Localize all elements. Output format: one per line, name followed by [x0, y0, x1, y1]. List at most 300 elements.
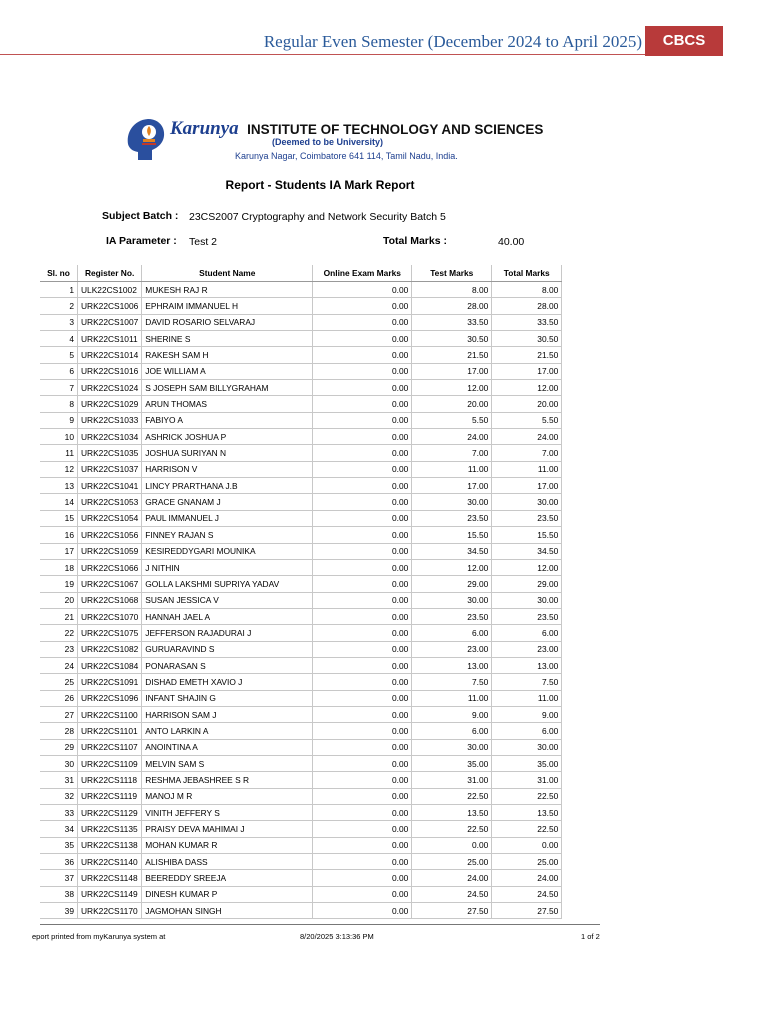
- cell-student-name: SHERINE S: [142, 331, 313, 347]
- cell-register-no: URK22CS1148: [78, 870, 142, 886]
- cell-test-marks: 31.00: [412, 772, 492, 788]
- cell-student-name: JAGMOHAN SINGH: [142, 903, 313, 919]
- table-row: [40, 788, 562, 804]
- cell-test-marks: 13.00: [412, 657, 492, 673]
- table-row: [40, 559, 562, 575]
- cell-student-name: MANOJ M R: [142, 788, 313, 804]
- cell-online-exam-marks: 0.00: [313, 625, 412, 641]
- cell-online-exam-marks: 0.00: [313, 478, 412, 494]
- cell-register-no: URK22CS1024: [78, 380, 142, 396]
- footer-printed-from: eport printed from myKarunya system at: [32, 932, 166, 941]
- cell-test-marks: 13.50: [412, 805, 492, 821]
- cell-register-no: URK22CS1129: [78, 805, 142, 821]
- cell-online-exam-marks: 0.00: [313, 706, 412, 722]
- cell-student-name: FABIYO A: [142, 412, 313, 428]
- cell-total-marks: 12.00: [492, 559, 562, 575]
- cell-total-marks: 30.50: [492, 331, 562, 347]
- header-register-no: Register No.: [78, 265, 142, 282]
- cell-register-no: URK22CS1140: [78, 854, 142, 870]
- cell-online-exam-marks: 0.00: [313, 445, 412, 461]
- cell-student-name: BEEREDDY SREEJA: [142, 870, 313, 886]
- table-row: [40, 331, 562, 347]
- cell-total-marks: 23.50: [492, 608, 562, 624]
- table-row: [40, 543, 562, 559]
- cell-online-exam-marks: 0.00: [313, 429, 412, 445]
- table-row: [40, 576, 562, 592]
- cell-test-marks: 29.00: [412, 576, 492, 592]
- table-row: [40, 674, 562, 690]
- cell-online-exam-marks: 0.00: [313, 837, 412, 853]
- cell-sl-no: 36: [40, 854, 78, 870]
- cell-student-name: MELVIN SAM S: [142, 755, 313, 771]
- cell-student-name: GURUARAVIND S: [142, 641, 313, 657]
- cell-student-name: MOHAN KUMAR R: [142, 837, 313, 853]
- deemed-university: (Deemed to be University): [272, 137, 384, 147]
- cell-online-exam-marks: 0.00: [313, 886, 412, 902]
- cell-test-marks: 17.00: [412, 478, 492, 494]
- cell-sl-no: 35: [40, 837, 78, 853]
- cell-sl-no: 38: [40, 886, 78, 902]
- cell-student-name: PAUL IMMANUEL J: [142, 510, 313, 526]
- cell-register-no: URK22CS1082: [78, 641, 142, 657]
- cell-online-exam-marks: 0.00: [313, 347, 412, 363]
- cell-total-marks: 0.00: [492, 837, 562, 853]
- cell-student-name: ANTO LARKIN A: [142, 723, 313, 739]
- cell-test-marks: 35.00: [412, 755, 492, 771]
- cell-sl-no: 19: [40, 576, 78, 592]
- cell-student-name: ANOINTINA A: [142, 739, 313, 755]
- cell-online-exam-marks: 0.00: [313, 494, 412, 510]
- table-row: [40, 870, 562, 886]
- cell-total-marks: 13.00: [492, 657, 562, 673]
- cell-student-name: JOSHUA SURIYAN N: [142, 445, 313, 461]
- table-row: [40, 527, 562, 543]
- cell-total-marks: 22.50: [492, 821, 562, 837]
- cell-sl-no: 20: [40, 592, 78, 608]
- marks-table: [40, 265, 562, 919]
- cell-online-exam-marks: 0.00: [313, 723, 412, 739]
- cell-register-no: URK22CS1070: [78, 608, 142, 624]
- cell-total-marks: 33.50: [492, 314, 562, 330]
- cell-test-marks: 24.00: [412, 870, 492, 886]
- cell-sl-no: 6: [40, 363, 78, 379]
- table-row: [40, 886, 562, 902]
- institute-full-name: INSTITUTE OF TECHNOLOGY AND SCIENCES: [247, 122, 544, 137]
- cell-test-marks: 17.00: [412, 363, 492, 379]
- cell-test-marks: 33.50: [412, 314, 492, 330]
- cell-register-no: URK22CS1034: [78, 429, 142, 445]
- cell-sl-no: 29: [40, 739, 78, 755]
- cell-online-exam-marks: 0.00: [313, 805, 412, 821]
- cell-register-no: URK22CS1059: [78, 543, 142, 559]
- cell-online-exam-marks: 0.00: [313, 363, 412, 379]
- cell-register-no: URK22CS1118: [78, 772, 142, 788]
- cell-total-marks: 30.00: [492, 739, 562, 755]
- cell-student-name: JOE WILLIAM A: [142, 363, 313, 379]
- cell-student-name: LINCY PRARTHANA J.B: [142, 478, 313, 494]
- cell-sl-no: 32: [40, 788, 78, 804]
- cell-total-marks: 20.00: [492, 396, 562, 412]
- cell-test-marks: 30.00: [412, 494, 492, 510]
- cell-register-no: URK22CS1149: [78, 886, 142, 902]
- cell-total-marks: 35.00: [492, 755, 562, 771]
- cell-sl-no: 17: [40, 543, 78, 559]
- cell-student-name: KESIREDDYGARI MOUNIKA: [142, 543, 313, 559]
- cell-sl-no: 15: [40, 510, 78, 526]
- table-row: [40, 347, 562, 363]
- cell-online-exam-marks: 0.00: [313, 821, 412, 837]
- cell-test-marks: 30.00: [412, 739, 492, 755]
- table-row: [40, 461, 562, 477]
- table-row: [40, 625, 562, 641]
- cell-register-no: URK22CS1101: [78, 723, 142, 739]
- cell-total-marks: 25.00: [492, 854, 562, 870]
- cell-total-marks: 30.00: [492, 592, 562, 608]
- footer-page-number: 1 of 2: [581, 932, 600, 941]
- table-row: [40, 690, 562, 706]
- cell-sl-no: 37: [40, 870, 78, 886]
- cell-sl-no: 8: [40, 396, 78, 412]
- table-row: [40, 854, 562, 870]
- table-row: [40, 821, 562, 837]
- cell-register-no: URK22CS1096: [78, 690, 142, 706]
- table-row: [40, 723, 562, 739]
- report-title: Report - Students IA Mark Report: [225, 178, 415, 192]
- cell-student-name: RAKESH SAM H: [142, 347, 313, 363]
- cell-test-marks: 7.50: [412, 674, 492, 690]
- cell-test-marks: 9.00: [412, 706, 492, 722]
- cell-total-marks: 24.50: [492, 886, 562, 902]
- table-row: [40, 837, 562, 853]
- subject-batch-label: Subject Batch :: [102, 210, 179, 222]
- cell-test-marks: 34.50: [412, 543, 492, 559]
- cell-sl-no: 39: [40, 903, 78, 919]
- cell-student-name: ALISHIBA DASS: [142, 854, 313, 870]
- cell-test-marks: 25.00: [412, 854, 492, 870]
- table-row: [40, 363, 562, 379]
- cell-sl-no: 18: [40, 559, 78, 575]
- cell-sl-no: 9: [40, 412, 78, 428]
- table-row: [40, 412, 562, 428]
- cell-total-marks: 27.50: [492, 903, 562, 919]
- cell-register-no: URK22CS1119: [78, 788, 142, 804]
- cell-test-marks: 8.00: [412, 282, 492, 298]
- cell-register-no: URK22CS1100: [78, 706, 142, 722]
- header-test-marks: Test Marks: [412, 265, 492, 282]
- institute-address: Karunya Nagar, Coimbatore 641 114, Tamil Nadu, India.: [235, 151, 458, 161]
- ia-parameter-label: IA Parameter :: [106, 235, 177, 247]
- cell-online-exam-marks: 0.00: [313, 903, 412, 919]
- cell-register-no: URK22CS1068: [78, 592, 142, 608]
- cell-student-name: GOLLA LAKSHMI SUPRIYA YADAV: [142, 576, 313, 592]
- cell-online-exam-marks: 0.00: [313, 592, 412, 608]
- cell-online-exam-marks: 0.00: [313, 282, 412, 298]
- cell-sl-no: 14: [40, 494, 78, 510]
- cell-student-name: VINITH JEFFERY S: [142, 805, 313, 821]
- cell-test-marks: 0.00: [412, 837, 492, 853]
- cell-total-marks: 28.00: [492, 298, 562, 314]
- total-marks-value: 40.00: [498, 236, 525, 248]
- cell-total-marks: 31.00: [492, 772, 562, 788]
- cell-test-marks: 5.50: [412, 412, 492, 428]
- cell-sl-no: 12: [40, 461, 78, 477]
- cell-student-name: PONARASAN S: [142, 657, 313, 673]
- table-row: [40, 298, 562, 314]
- cell-sl-no: 24: [40, 657, 78, 673]
- cell-register-no: URK22CS1138: [78, 837, 142, 853]
- cell-test-marks: 7.00: [412, 445, 492, 461]
- cell-student-name: HARRISON SAM J: [142, 706, 313, 722]
- cell-online-exam-marks: 0.00: [313, 641, 412, 657]
- cell-sl-no: 4: [40, 331, 78, 347]
- cell-register-no: URK22CS1107: [78, 739, 142, 755]
- semester-title: Regular Even Semester (December 2024 to April 2025): [263, 32, 642, 51]
- karunya-logo-icon: [122, 114, 168, 162]
- cell-total-marks: 17.00: [492, 363, 562, 379]
- table-header-row: [40, 265, 562, 282]
- cell-student-name: INFANT SHAJIN G: [142, 690, 313, 706]
- brand-name: Karunya: [170, 118, 239, 139]
- cell-sl-no: 22: [40, 625, 78, 641]
- cell-sl-no: 25: [40, 674, 78, 690]
- table-row: [40, 739, 562, 755]
- table-row: [40, 706, 562, 722]
- cell-total-marks: 23.00: [492, 641, 562, 657]
- cell-register-no: URK22CS1029: [78, 396, 142, 412]
- table-row: [40, 641, 562, 657]
- cell-test-marks: 24.50: [412, 886, 492, 902]
- cbcs-badge: CBCS: [645, 26, 723, 56]
- cell-student-name: RESHMA JEBASHREE S R: [142, 772, 313, 788]
- table-row: [40, 755, 562, 771]
- cell-sl-no: 26: [40, 690, 78, 706]
- ia-parameter-value: Test 2: [189, 236, 218, 248]
- cell-test-marks: 28.00: [412, 298, 492, 314]
- cell-test-marks: 23.50: [412, 608, 492, 624]
- cell-total-marks: 22.50: [492, 788, 562, 804]
- cell-student-name: J NITHIN: [142, 559, 313, 575]
- cell-total-marks: 6.00: [492, 723, 562, 739]
- institute-header: [120, 112, 544, 168]
- cell-online-exam-marks: 0.00: [313, 674, 412, 690]
- cell-online-exam-marks: 0.00: [313, 755, 412, 771]
- cell-online-exam-marks: 0.00: [313, 559, 412, 575]
- cell-student-name: GRACE GNANAM J: [142, 494, 313, 510]
- cell-total-marks: 23.50: [492, 510, 562, 526]
- cell-test-marks: 11.00: [412, 690, 492, 706]
- cell-total-marks: 24.00: [492, 870, 562, 886]
- cell-total-marks: 5.50: [492, 412, 562, 428]
- cell-register-no: URK22CS1033: [78, 412, 142, 428]
- cell-register-no: URK22CS1053: [78, 494, 142, 510]
- cell-sl-no: 27: [40, 706, 78, 722]
- footer-timestamp: 8/20/2025 3:13:36 PM: [300, 932, 374, 941]
- cell-test-marks: 23.50: [412, 510, 492, 526]
- cell-online-exam-marks: 0.00: [313, 527, 412, 543]
- cell-test-marks: 20.00: [412, 396, 492, 412]
- cell-test-marks: 12.00: [412, 380, 492, 396]
- cell-online-exam-marks: 0.00: [313, 331, 412, 347]
- cell-register-no: URK22CS1037: [78, 461, 142, 477]
- subject-batch-value: 23CS2007 Cryptography and Network Security Batch 5: [189, 211, 446, 223]
- cell-online-exam-marks: 0.00: [313, 854, 412, 870]
- cell-test-marks: 23.00: [412, 641, 492, 657]
- cell-online-exam-marks: 0.00: [313, 739, 412, 755]
- table-row: [40, 510, 562, 526]
- cell-register-no: URK22CS1170: [78, 903, 142, 919]
- table-row: [40, 396, 562, 412]
- header-online-exam-marks: Online Exam Marks: [313, 265, 412, 282]
- cell-total-marks: 13.50: [492, 805, 562, 821]
- cell-total-marks: 17.00: [492, 478, 562, 494]
- table-row: [40, 445, 562, 461]
- cell-student-name: MUKESH RAJ R: [142, 282, 313, 298]
- cell-sl-no: 33: [40, 805, 78, 821]
- cell-online-exam-marks: 0.00: [313, 510, 412, 526]
- table-row: [40, 494, 562, 510]
- cell-sl-no: 31: [40, 772, 78, 788]
- table-row: [40, 805, 562, 821]
- cell-student-name: DINESH KUMAR P: [142, 886, 313, 902]
- cell-sl-no: 11: [40, 445, 78, 461]
- cell-test-marks: 22.50: [412, 788, 492, 804]
- cell-test-marks: 12.00: [412, 559, 492, 575]
- cell-test-marks: 6.00: [412, 723, 492, 739]
- cell-sl-no: 30: [40, 755, 78, 771]
- cell-total-marks: 15.50: [492, 527, 562, 543]
- cell-register-no: URK22CS1075: [78, 625, 142, 641]
- cell-sl-no: 10: [40, 429, 78, 445]
- cell-register-no: URK22CS1016: [78, 363, 142, 379]
- footer-rule: [40, 924, 600, 925]
- cell-test-marks: 21.50: [412, 347, 492, 363]
- cell-total-marks: 30.00: [492, 494, 562, 510]
- cell-sl-no: 28: [40, 723, 78, 739]
- cell-online-exam-marks: 0.00: [313, 380, 412, 396]
- cell-register-no: URK22CS1041: [78, 478, 142, 494]
- cell-student-name: ASHRICK JOSHUA P: [142, 429, 313, 445]
- semester-banner: [0, 26, 768, 56]
- cell-register-no: URK22CS1007: [78, 314, 142, 330]
- cell-test-marks: 6.00: [412, 625, 492, 641]
- cell-register-no: URK22CS1084: [78, 657, 142, 673]
- cell-student-name: JEFFERSON RAJADURAI J: [142, 625, 313, 641]
- table-row: [40, 282, 562, 298]
- cell-student-name: DAVID ROSARIO SELVARAJ: [142, 314, 313, 330]
- cell-total-marks: 11.00: [492, 690, 562, 706]
- table-row: [40, 314, 562, 330]
- table-row: [40, 592, 562, 608]
- cell-sl-no: 2: [40, 298, 78, 314]
- cell-register-no: URK22CS1006: [78, 298, 142, 314]
- total-marks-label: Total Marks :: [383, 235, 447, 247]
- table-row: [40, 478, 562, 494]
- cell-total-marks: 24.00: [492, 429, 562, 445]
- cell-online-exam-marks: 0.00: [313, 870, 412, 886]
- cell-online-exam-marks: 0.00: [313, 657, 412, 673]
- cell-test-marks: 27.50: [412, 903, 492, 919]
- cell-register-no: ULK22CS1002: [78, 282, 142, 298]
- cell-register-no: URK22CS1091: [78, 674, 142, 690]
- cell-sl-no: 23: [40, 641, 78, 657]
- table-row: [40, 429, 562, 445]
- cell-register-no: URK22CS1109: [78, 755, 142, 771]
- cell-register-no: URK22CS1067: [78, 576, 142, 592]
- cell-online-exam-marks: 0.00: [313, 412, 412, 428]
- cell-online-exam-marks: 0.00: [313, 396, 412, 412]
- cell-student-name: SUSAN JESSICA V: [142, 592, 313, 608]
- cell-register-no: URK22CS1066: [78, 559, 142, 575]
- cell-register-no: URK22CS1054: [78, 510, 142, 526]
- cell-sl-no: 21: [40, 608, 78, 624]
- cell-online-exam-marks: 0.00: [313, 576, 412, 592]
- cell-register-no: URK22CS1035: [78, 445, 142, 461]
- cell-sl-no: 7: [40, 380, 78, 396]
- cell-total-marks: 34.50: [492, 543, 562, 559]
- cell-test-marks: 30.00: [412, 592, 492, 608]
- cell-total-marks: 11.00: [492, 461, 562, 477]
- cell-sl-no: 34: [40, 821, 78, 837]
- table-row: [40, 657, 562, 673]
- cell-test-marks: 30.50: [412, 331, 492, 347]
- cell-register-no: URK22CS1056: [78, 527, 142, 543]
- table-row: [40, 903, 562, 919]
- cell-total-marks: 8.00: [492, 282, 562, 298]
- cell-student-name: EPHRAIM IMMANUEL H: [142, 298, 313, 314]
- cell-test-marks: 22.50: [412, 821, 492, 837]
- cell-online-exam-marks: 0.00: [313, 690, 412, 706]
- cell-test-marks: 11.00: [412, 461, 492, 477]
- banner-rule: [0, 54, 645, 55]
- cell-total-marks: 29.00: [492, 576, 562, 592]
- cell-student-name: FINNEY RAJAN S: [142, 527, 313, 543]
- cell-total-marks: 7.50: [492, 674, 562, 690]
- cell-test-marks: 15.50: [412, 527, 492, 543]
- cell-total-marks: 7.00: [492, 445, 562, 461]
- cell-online-exam-marks: 0.00: [313, 298, 412, 314]
- header-student-name: Student Name: [142, 265, 313, 282]
- cell-sl-no: 1: [40, 282, 78, 298]
- cell-online-exam-marks: 0.00: [313, 788, 412, 804]
- cell-total-marks: 9.00: [492, 706, 562, 722]
- cell-register-no: URK22CS1011: [78, 331, 142, 347]
- cell-student-name: DISHAD EMETH XAVIO J: [142, 674, 313, 690]
- cell-sl-no: 16: [40, 527, 78, 543]
- header-sl-no: Sl. no: [40, 265, 78, 282]
- cell-online-exam-marks: 0.00: [313, 543, 412, 559]
- cell-student-name: HARRISON V: [142, 461, 313, 477]
- cell-register-no: URK22CS1014: [78, 347, 142, 363]
- cell-register-no: URK22CS1135: [78, 821, 142, 837]
- cell-online-exam-marks: 0.00: [313, 772, 412, 788]
- cell-total-marks: 12.00: [492, 380, 562, 396]
- cell-online-exam-marks: 0.00: [313, 608, 412, 624]
- cell-total-marks: 21.50: [492, 347, 562, 363]
- cell-student-name: S JOSEPH SAM BILLYGRAHAM: [142, 380, 313, 396]
- cell-test-marks: 24.00: [412, 429, 492, 445]
- cell-student-name: HANNAH JAEL A: [142, 608, 313, 624]
- table-row: [40, 772, 562, 788]
- cell-sl-no: 13: [40, 478, 78, 494]
- cell-online-exam-marks: 0.00: [313, 314, 412, 330]
- cell-student-name: PRAISY DEVA MAHIMAI J: [142, 821, 313, 837]
- marks-table-body: [40, 282, 562, 919]
- table-row: [40, 380, 562, 396]
- cell-total-marks: 6.00: [492, 625, 562, 641]
- table-row: [40, 608, 562, 624]
- cell-sl-no: 3: [40, 314, 78, 330]
- header-total-marks: Total Marks: [492, 265, 562, 282]
